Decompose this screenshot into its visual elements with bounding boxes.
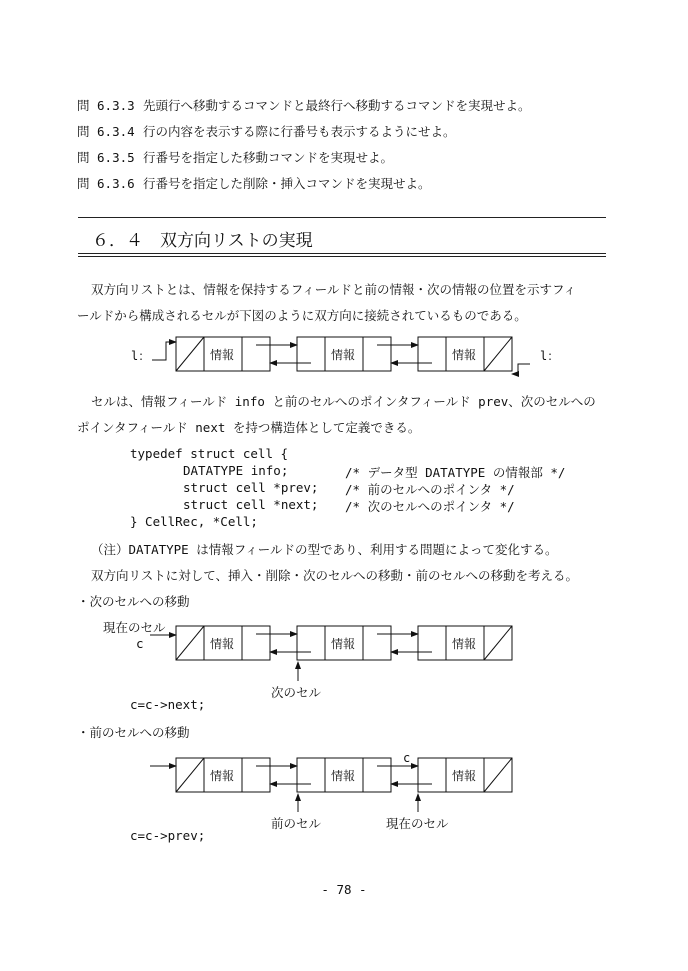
next-cell-label: 次のセル	[271, 685, 322, 700]
cell-1-label: 情報	[210, 348, 235, 362]
question-6-3-6: 問 6.3.6 行番号を指定した削除・挿入コマンドを実現せよ。	[77, 176, 431, 191]
next-move-diagram	[0, 615, 688, 685]
prev-var-label: c	[403, 751, 411, 765]
question-6-3-5: 問 6.3.5 行番号を指定した移動コマンドを実現せよ。	[77, 150, 394, 165]
code-line-4a: struct cell *next;	[183, 497, 319, 512]
heading-rule-bottom-1	[78, 253, 606, 254]
prev-move-diagram	[0, 748, 688, 816]
prev-code: c=c->prev;	[130, 828, 206, 843]
next-cell-3	[418, 626, 512, 660]
cell-2	[297, 337, 391, 371]
code-line-5: } CellRec, *Cell;	[130, 514, 258, 529]
code-line-2a: DATATYPE info;	[183, 463, 289, 478]
cell-3	[418, 337, 512, 371]
cell-2-label: 情報	[331, 348, 356, 362]
code-line-2b: /* データ型 DATATYPE の情報部 */	[345, 465, 566, 480]
para1-line2: ールドから構成されるセルが下図のように双方向に接続されているものである。	[77, 308, 527, 323]
para1-line1: 双方向リストとは、情報を保持するフィールドと前の情報・次の情報の位置を示すフィ	[91, 282, 577, 297]
code-line-3b: /* 前のセルへのポインタ */	[345, 482, 515, 497]
question-6-3-3: 問 6.3.3 先頭行へ移動するコマンドと最終行へ移動するコマンドを実現せよ。	[77, 98, 531, 113]
prev-current-label: 現在のセル	[386, 816, 449, 831]
para2-line2: ポインタフィールド next を持つ構造体として定義できる。	[77, 420, 421, 435]
code-line-4b: /* 次のセルへのポインタ */	[345, 499, 515, 514]
next-cell-2-label: 情報	[331, 637, 356, 651]
section-title: ６．４ 双方向リストの実現	[92, 231, 313, 251]
next-section-title: ・次のセルへの移動	[77, 594, 190, 609]
left-label: l：	[131, 349, 151, 363]
next-current-label: 現在のセル	[103, 620, 166, 635]
prev-cell-2-label: 情報	[331, 769, 356, 783]
head-arrow	[152, 342, 176, 360]
code-line-1: typedef struct cell {	[130, 446, 289, 461]
next-cell-2	[297, 626, 391, 660]
cell-3-label: 情報	[452, 348, 477, 362]
code-line-3a: struct cell *prev;	[183, 480, 319, 495]
heading-rule-top	[78, 217, 606, 218]
doubly-linked-list-diagram	[0, 330, 688, 382]
prev-section-title: ・前のセルへの移動	[77, 725, 190, 740]
prev-cell-3-label: 情報	[452, 769, 477, 783]
next-cell-1-label: 情報	[210, 637, 235, 651]
note: （注）DATATYPE は情報フィールドの型であり、利用する問題によって変化する。	[91, 542, 558, 557]
prev-cell-1-label: 情報	[210, 769, 235, 783]
cell-1	[176, 337, 270, 371]
para3: 双方向リストに対して、挿入・削除・次のセルへの移動・前のセルへの移動を考える。	[91, 568, 579, 583]
right-label: l：	[540, 349, 560, 363]
para2-line1: セルは、情報フィールド info と前のセルへのポインタフィールド prev、次のセルへの	[91, 394, 596, 409]
next-cell-3-label: 情報	[452, 637, 477, 651]
next-code: c=c->next;	[130, 697, 206, 712]
page-number: - 78 -	[321, 882, 367, 897]
prev-cell-2	[297, 758, 391, 792]
next-cell-1	[176, 626, 270, 660]
tail-arrow	[512, 364, 530, 374]
next-var-label: c	[136, 636, 144, 651]
prev-cell-3	[418, 758, 512, 792]
heading-rule-bottom-2	[78, 256, 606, 257]
prev-cell-1	[176, 758, 270, 792]
prev-cell-label: 前のセル	[271, 816, 322, 831]
question-6-3-4: 問 6.3.4 行の内容を表示する際に行番号も表示するようにせよ。	[77, 124, 456, 139]
